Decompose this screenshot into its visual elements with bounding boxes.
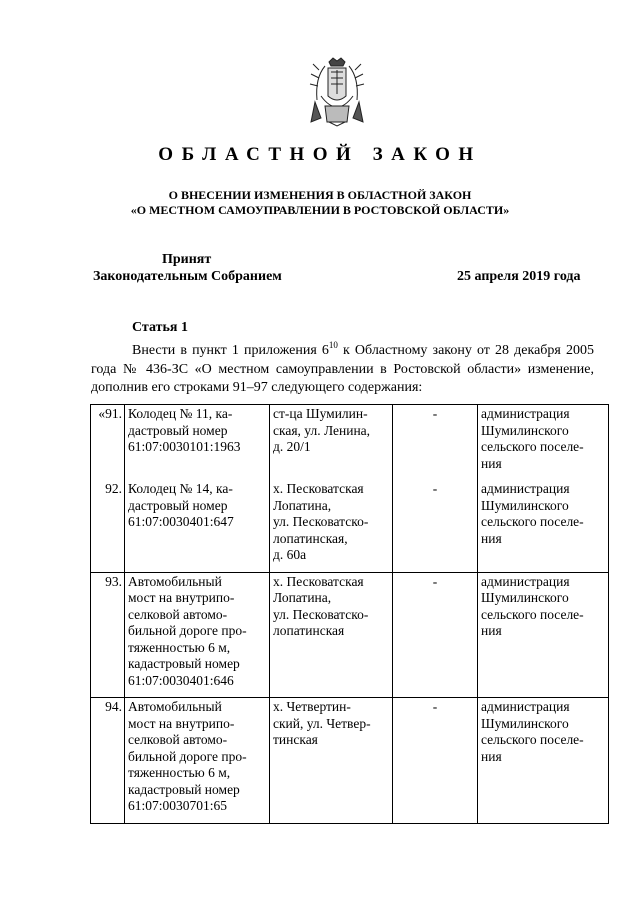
object-address-line: х. Четвертин- [273, 699, 351, 714]
object-name [125, 405, 270, 481]
object-address-line: ул. Песковатско- [273, 606, 369, 622]
amendment-table [90, 404, 609, 824]
adopted-label: Принят [162, 252, 212, 267]
object-name-line: 61:07:0030101:1963 [128, 439, 241, 454]
object-address [270, 698, 393, 824]
row-number: 93. [91, 572, 125, 698]
object-address-line: х. Песковатская [273, 573, 364, 589]
object-name-line: бильной дороге про- [128, 623, 247, 638]
object-owner-line: сельского поселе- [481, 606, 584, 622]
object-owner-line: сельского поселе- [481, 439, 584, 454]
empty-marker: - [393, 698, 478, 824]
coat-of-arms-emblem [307, 56, 367, 128]
article-text-part-1: Внести в пункт 1 приложения 6 [132, 343, 329, 358]
table-row [91, 405, 609, 481]
object-address-line: д. 20/1 [273, 439, 311, 454]
object-address-line: д. 60а [273, 547, 307, 562]
row-number: 94. [91, 698, 125, 824]
object-owner-line: администрация [481, 406, 570, 421]
object-name-line: мост на внутрипо- [128, 590, 235, 605]
object-name-line: Колодец № 11, ка- [128, 406, 233, 421]
object-name-line: Автомобильный [128, 573, 222, 589]
object-name-line: 61:07:0030401:647 [128, 514, 234, 529]
object-name-line: 61:07:0030401:646 [128, 672, 234, 688]
object-owner-line: сельского поселе- [481, 732, 584, 747]
object-name-line: кадастровый номер [128, 781, 240, 797]
empty-marker: - [393, 480, 478, 572]
adopted-by: Законодательным Собранием [93, 269, 282, 284]
object-name-line: Колодец № 14, ка- [128, 481, 233, 496]
object-owner-line: администрация [481, 699, 570, 714]
object-address-line: х. Песковатская [273, 481, 364, 496]
object-owner-line: ния [481, 455, 502, 471]
object-name-line: селковой автомо- [128, 732, 228, 747]
object-name-line: мост на внутрипо- [128, 715, 235, 731]
article-heading: Статья 1 [132, 320, 188, 335]
object-name [125, 480, 270, 572]
object-owner [478, 480, 609, 572]
article-paragraph [91, 342, 594, 398]
object-name-line: бильной дороге про- [128, 748, 247, 764]
table-row [91, 572, 609, 698]
object-name-line: дастровый номер [128, 497, 228, 513]
object-owner-line: ния [481, 623, 502, 638]
object-name-line: Автомобильный [128, 699, 222, 714]
empty-marker: - [393, 405, 478, 481]
object-address-line: ская, ул. Ленина, [273, 422, 371, 438]
object-owner [478, 405, 609, 481]
object-address-line: Лопатина, [273, 590, 332, 605]
object-owner-line: ния [481, 530, 502, 546]
object-owner [478, 698, 609, 824]
object-address [270, 405, 393, 481]
table-row [91, 698, 609, 824]
object-name-line: 61:07:0030701:65 [128, 798, 228, 813]
object-address-line: ул. Песковатско- [273, 514, 369, 529]
adoption-date: 25 апреля 2019 года [457, 269, 581, 284]
object-owner-line: Шумилинского [481, 497, 569, 513]
object-name-line: тяженностью 6 м, [128, 639, 231, 655]
empty-marker: - [393, 572, 478, 698]
object-address-line: лопатинская, [273, 530, 348, 546]
object-address [270, 572, 393, 698]
law-subtitle-line-1: О ВНЕСЕНИИ ИЗМЕНЕНИЯ В ОБЛАСТНОЙ ЗАКОН [168, 188, 472, 202]
object-owner [478, 572, 609, 698]
object-owner-line: администрация [481, 573, 570, 589]
object-address-line: тинская [273, 732, 318, 747]
object-name-line: селковой автомо- [128, 606, 228, 622]
object-address-line: лопатинская [273, 623, 345, 638]
object-address [270, 480, 393, 572]
object-owner-line: сельского поселе- [481, 514, 584, 529]
object-address-line: ст-ца Шумилин- [273, 406, 368, 421]
object-owner-line: администрация [481, 481, 570, 496]
object-owner-line: Шумилинского [481, 590, 569, 605]
law-subtitle-line-2: «О МЕСТНОМ САМОУПРАВЛЕНИИ В РОСТОВСКОЙ ОБЛАСТИ» [130, 203, 510, 217]
object-name [125, 698, 270, 824]
document-title: ОБЛАСТНОЙ ЗАКОН [158, 144, 482, 165]
object-name-line: тяженностью 6 м, [128, 765, 231, 780]
object-owner-line: Шумилинского [481, 422, 569, 438]
row-number: «91. [91, 405, 125, 481]
object-name-line: дастровый номер [128, 422, 228, 438]
object-owner-line: ния [481, 748, 502, 764]
object-name [125, 572, 270, 698]
article-text-part-2: к Областному закону от 28 декабря 2005 года № 436-ЗС «О местном самоуправлении в Ростовской области» изменение, дополнив его строками 91–97 следующего содержания: [91, 343, 594, 395]
object-name-line: кадастровый номер [128, 656, 240, 671]
object-owner-line: Шумилинского [481, 715, 569, 731]
object-address-line: ский, ул. Четвер- [273, 715, 371, 731]
row-number: 92. [91, 480, 125, 572]
object-address-line: Лопатина, [273, 497, 332, 513]
article-superscript: 10 [328, 340, 338, 350]
table-row [91, 480, 609, 572]
